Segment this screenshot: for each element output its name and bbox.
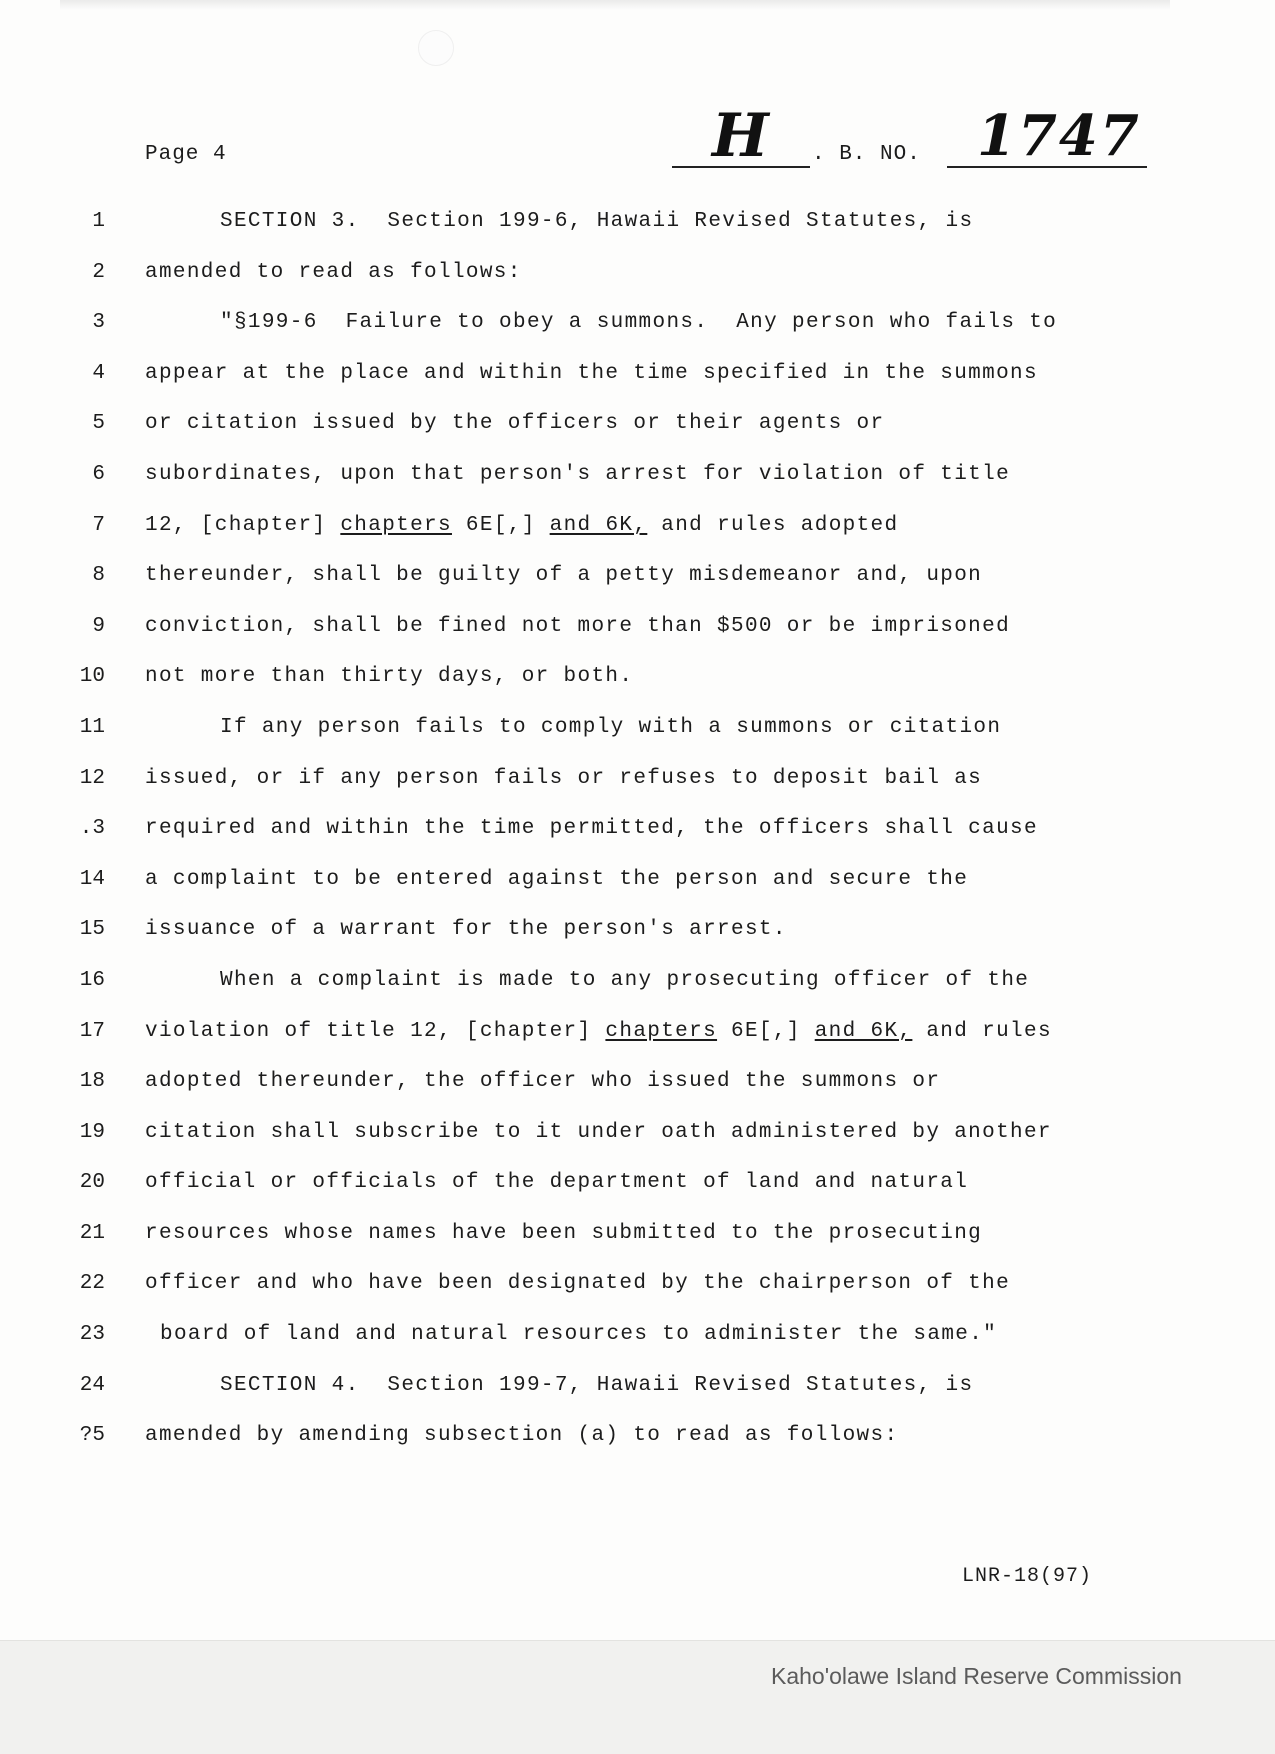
line-text: officer and who have been designated by the chairperson of the	[145, 1272, 1011, 1296]
line-number: 2	[92, 260, 105, 284]
line-number: 8	[92, 564, 105, 588]
line-text: required and within the time permitted, the officers shall cause	[145, 817, 1038, 841]
text-segment: and rules adopted	[647, 513, 899, 537]
line-text: thereunder, shall be guilty of a petty misdemeanor and, upon	[145, 564, 983, 588]
line-number: 24	[79, 1373, 105, 1397]
text-line	[0, 463, 1275, 514]
text-line	[0, 918, 1275, 969]
line-text: "§199-6 Failure to obey a summons. Any person who fails to	[220, 311, 1058, 335]
line-text: issuance of a warrant for the person's arrest.	[145, 918, 787, 942]
punch-hole-mark	[418, 30, 454, 66]
numbered-text-body	[0, 210, 1275, 1475]
text-line	[0, 1272, 1275, 1323]
line-number: 20	[79, 1171, 105, 1195]
line-number: 19	[79, 1120, 105, 1144]
form-code: LNR-18(97)	[962, 1565, 1093, 1588]
line-text: If any person fails to comply with a summons or citation	[220, 715, 1002, 739]
inserted-text: and 6K,	[549, 513, 648, 537]
text-line	[0, 261, 1275, 312]
page-label: Page 4	[145, 143, 227, 166]
text-line	[0, 868, 1275, 919]
line-text: issued, or if any person fails or refuses to deposit bail as	[145, 766, 983, 790]
line-number: 7	[92, 513, 105, 537]
line-text: SECTION 3. Section 199-6, Hawaii Revised Statutes, is	[220, 210, 974, 233]
line-text: a complaint to be entered against the person and secure the	[145, 867, 969, 891]
line-text: or citation issued by the officers or their agents or	[145, 412, 885, 436]
text-line	[0, 1222, 1275, 1273]
line-number: 18	[79, 1070, 105, 1094]
line-number: 23	[79, 1323, 105, 1347]
line-number: 9	[92, 614, 105, 638]
line-text-amended	[145, 514, 898, 537]
text-line	[0, 767, 1275, 818]
line-text-amended	[145, 1020, 1052, 1043]
text-line	[0, 1323, 1275, 1374]
line-number: 14	[79, 867, 105, 891]
line-text: SECTION 4. Section 199-7, Hawaii Revised Statutes, is	[220, 1373, 974, 1397]
text-line	[0, 665, 1275, 716]
line-number: 22	[79, 1272, 105, 1296]
line-text: When a complaint is made to any prosecuting officer of the	[220, 968, 1030, 992]
text-line	[0, 1424, 1275, 1475]
text-line	[0, 817, 1275, 868]
line-number: 11	[79, 715, 105, 739]
line-number: ?5	[79, 1424, 105, 1448]
text-segment: 12, [chapter]	[145, 513, 341, 537]
line-text: official or officials of the department of land and natural	[145, 1171, 969, 1195]
text-segment: 6E[,]	[451, 513, 550, 537]
line-number: 17	[79, 1019, 105, 1043]
scan-edge-shadow	[60, 0, 1170, 10]
bill-no-label: . B. NO.	[812, 143, 921, 166]
archive-attribution: Kaho'olawe Island Reserve Commission	[771, 1663, 1182, 1689]
text-line	[0, 969, 1275, 1020]
text-line	[0, 362, 1275, 413]
text-line	[0, 1171, 1275, 1222]
line-number: 21	[79, 1221, 105, 1245]
line-number: 3	[92, 311, 105, 335]
line-number: .3	[79, 817, 105, 841]
line-number: 1	[92, 210, 105, 233]
text-line	[0, 615, 1275, 666]
text-line	[0, 1374, 1275, 1425]
text-line	[0, 412, 1275, 463]
bill-chamber-handwritten: H	[712, 101, 769, 171]
line-number: 6	[92, 462, 105, 486]
line-text: not more than thirty days, or both.	[145, 665, 634, 689]
bill-number-header	[672, 100, 1147, 172]
line-number: 15	[79, 918, 105, 942]
text-segment: and rules	[912, 1019, 1052, 1043]
text-line	[0, 716, 1275, 767]
bill-number-handwritten: 1747	[977, 103, 1141, 169]
inserted-text: chapters	[605, 1019, 718, 1043]
text-line	[0, 1121, 1275, 1172]
line-number: 10	[79, 665, 105, 689]
line-text: amended by amending subsection (a) to read as follows:	[145, 1424, 899, 1448]
text-line	[0, 564, 1275, 615]
line-number: 5	[92, 412, 105, 436]
inserted-text: and 6K,	[814, 1019, 913, 1043]
text-line	[0, 1070, 1275, 1121]
text-line	[0, 1020, 1275, 1071]
line-text: citation shall subscribe to it under oath administered by another	[145, 1120, 1052, 1144]
line-text: board of land and natural resources to administer the same."	[160, 1323, 998, 1347]
line-text: amended to read as follows:	[145, 260, 522, 284]
text-line	[0, 210, 1275, 261]
line-number: 4	[92, 361, 105, 385]
line-text: subordinates, upon that person's arrest for violation of title	[145, 462, 1011, 486]
text-segment: violation of title 12, [chapter]	[145, 1019, 606, 1043]
text-segment: 6E[,]	[717, 1019, 815, 1043]
line-text: appear at the place and within the time specified in the summons	[145, 361, 1038, 385]
text-line	[0, 311, 1275, 362]
inserted-text: chapters	[340, 513, 452, 537]
line-text: adopted thereunder, the officer who issued the summons or	[145, 1070, 941, 1094]
line-number: 16	[79, 968, 105, 992]
line-text: conviction, shall be fined not more than $500 or be imprisoned	[145, 614, 1011, 638]
text-line	[0, 514, 1275, 565]
line-text: resources whose names have been submitted to the prosecuting	[145, 1221, 983, 1245]
line-number: 12	[79, 766, 105, 790]
